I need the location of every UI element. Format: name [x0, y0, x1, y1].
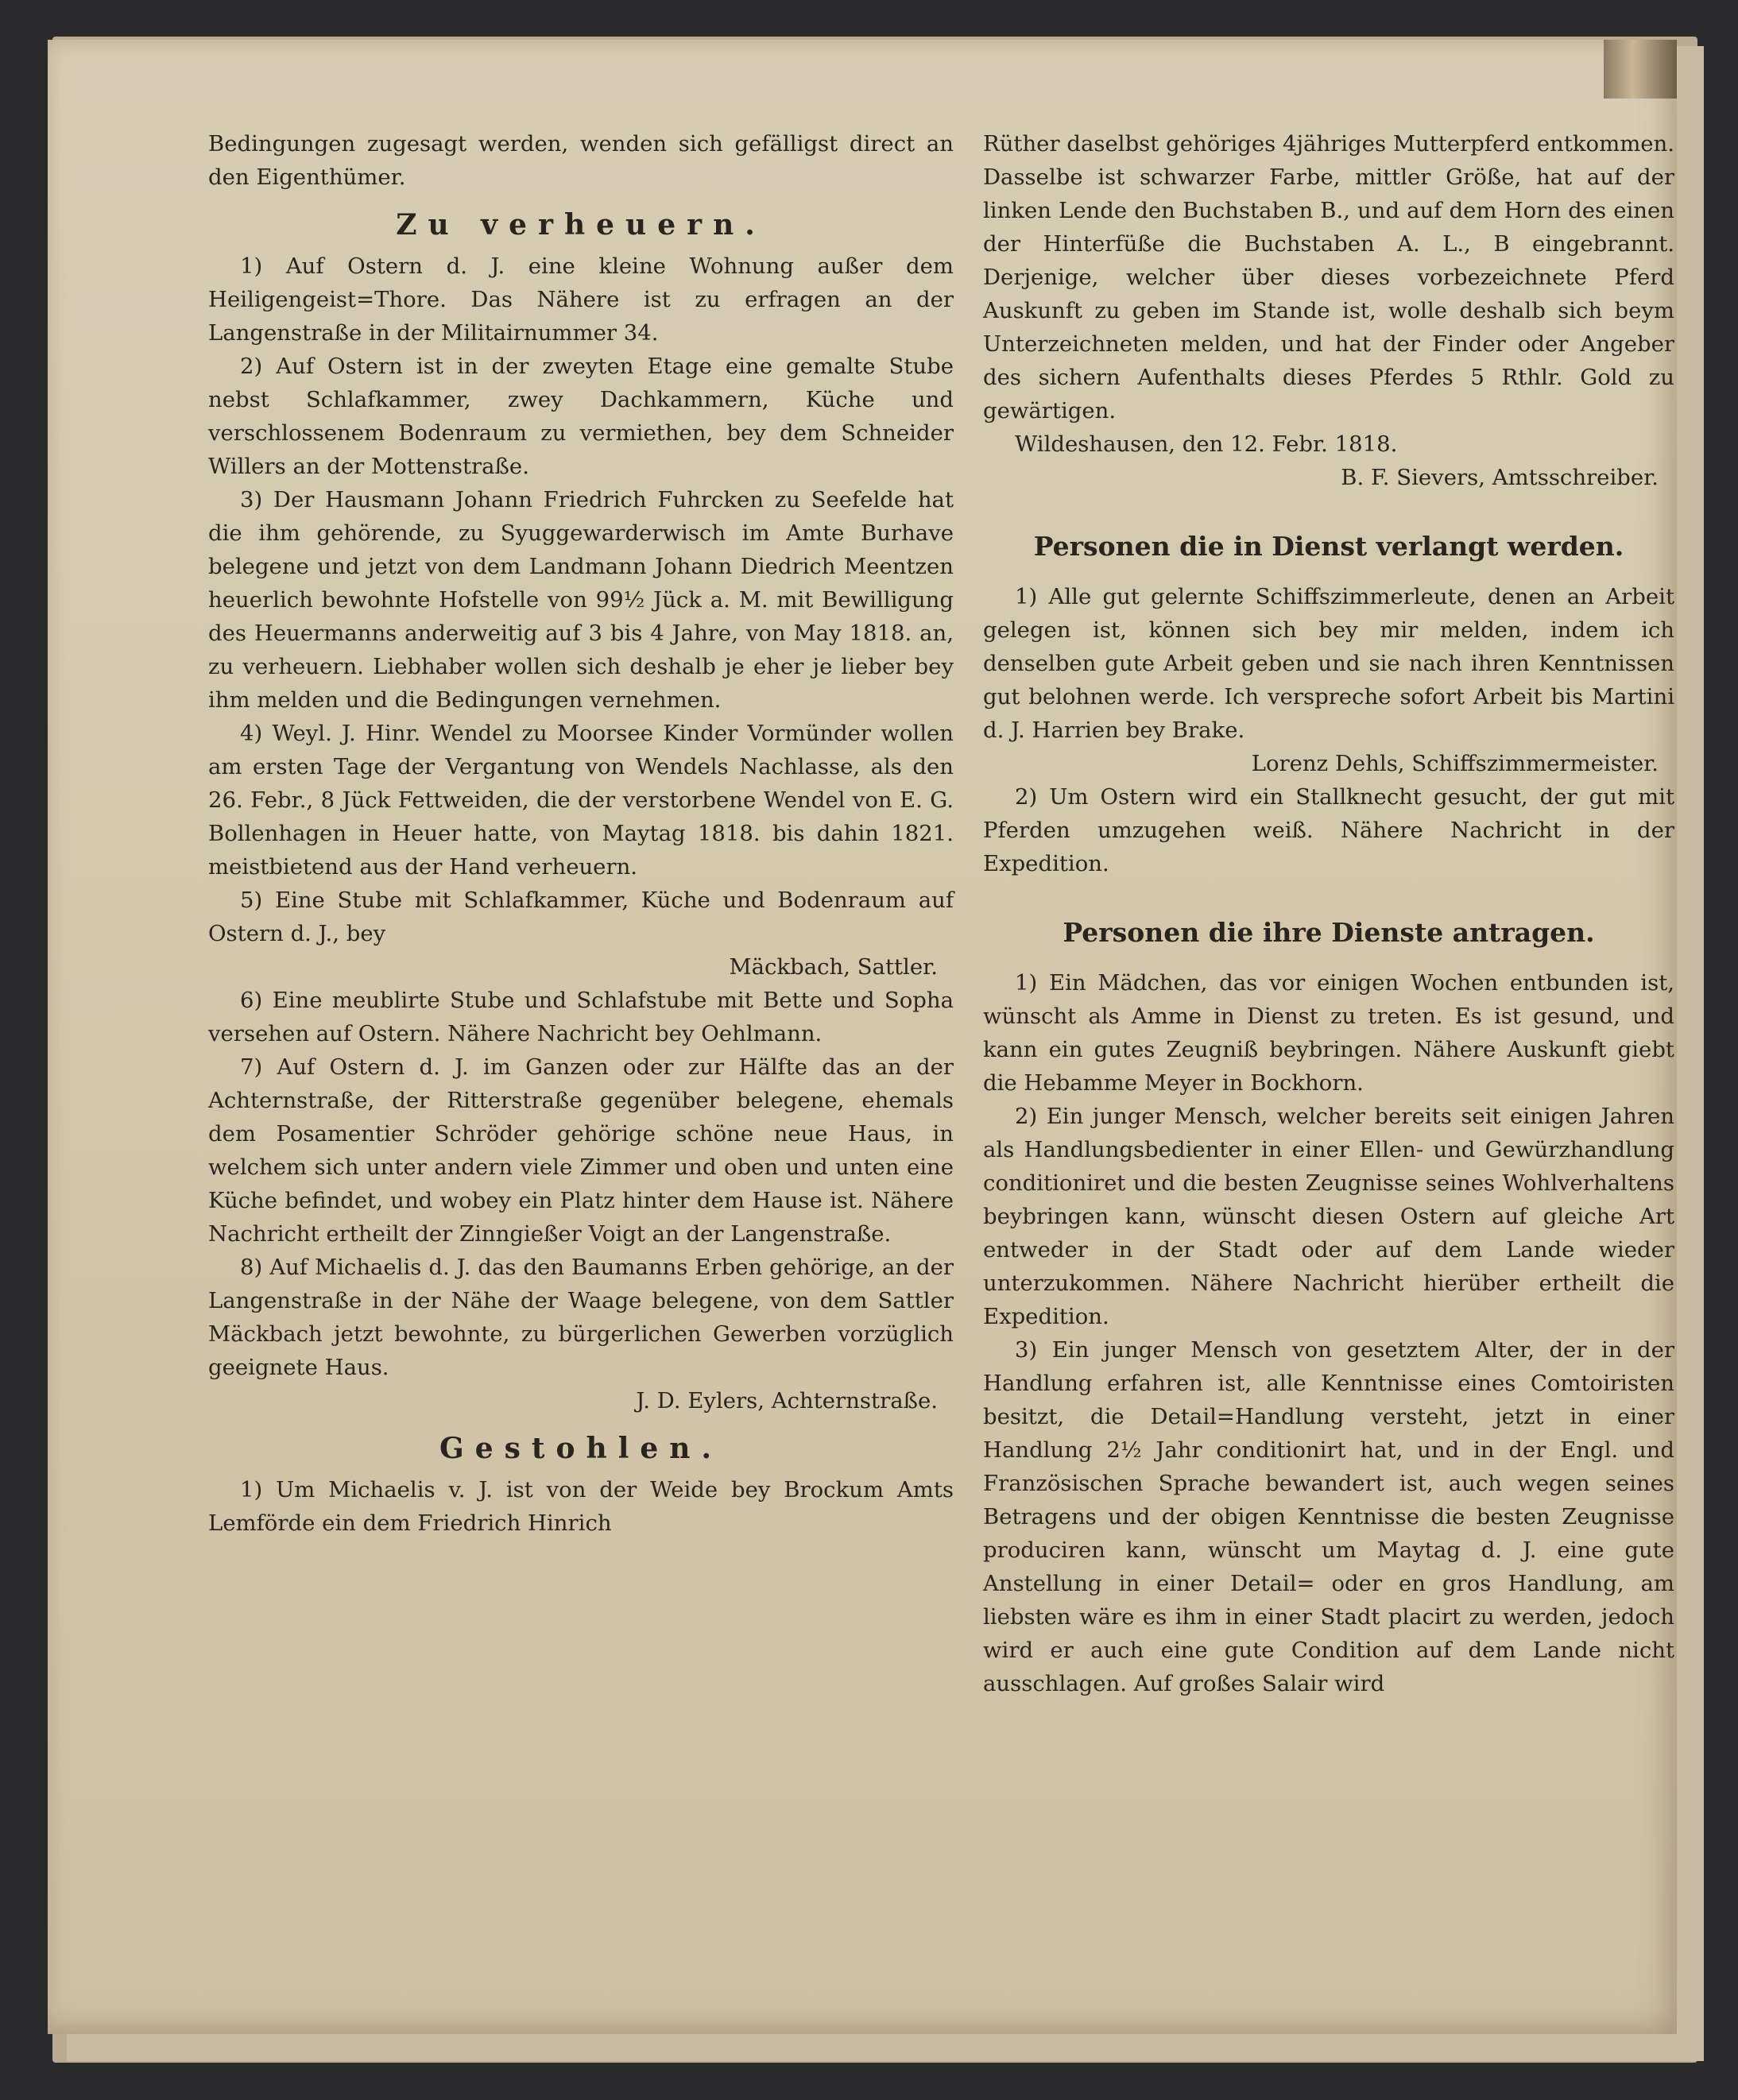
- place-date: Wildeshausen, den 12. Febr. 1818.: [1015, 431, 1398, 457]
- rent-item-2: 2) Auf Ostern ist in der zweyten Etage eine gemalte Stube nebst Schlafkammer, zwey Dachkammern, Küche und verschlossenem Bodenraum zu vermiethen, bey dem Schneider Willers an der Mottenstraße.: [208, 354, 954, 479]
- offer-item-3: 3) Ein junger Mensch von gesetztem Alter, der in der Handlung erfahren ist, alle Kenntnisse eines Comtoiristen besitzt, die Detail=Handlung versteht, jetzt in einer Handlung 2½ Jahr conditionirt hat, und in der Engl. und Französischen Sprache bewandert ist, auch wegen seines Betragens und der obigen Kenntnisse die besten Zeugnisse produciren kann, wünscht um Maytag d. J. eine gute Anstellung in einer Detail= oder en gros Handlung, am liebsten wäre es ihm in einer Stadt placirt zu werden, jedoch wird er auch eine gute Condition auf dem Lande nicht ausschlagen. Auf großes Salair wird: [983, 1337, 1674, 1696]
- rent-item-1: 1) Auf Ostern d. J. eine kleine Wohnung außer dem Heiligengeist=Thore. Das Nähere ist zu erfragen an der Langenstraße in der Militairnummer 34.: [208, 253, 954, 346]
- heading-wanted: Personen die in Dienst verlangt werden.: [1033, 531, 1624, 562]
- rent-item-8: 8) Auf Michaelis d. J. das den Baumanns Erben gehörige, an der Langenstraße in der Nähe der Waage belegene, von dem Sattler Mäckbach jetzt bewohnte, zu bürgerlichen Gewerben vorzüglich geeignete Haus.: [208, 1255, 954, 1380]
- rent-item-4: 4) Weyl. J. Hinr. Wendel zu Moorsee Kinder Vormünder wollen am ersten Tage der Vergantung von Wendels Nachlasse, als den 26. Febr., 8 Jück Fettweiden, die der verstorbene Wendel von E. G. Bollenhagen in Heuer hatte, von Maytag 1818. bis dahin 1821. meistbietend aus der Hand verheuern.: [208, 721, 954, 880]
- heading-stolen: Gestohlen.: [439, 1432, 723, 1465]
- intro-text: Bedingungen zugesagt werden, wenden sich gefälligst direct an den Eigenthümer.: [208, 131, 954, 190]
- heading-offer: Personen die ihre Dienste antragen.: [1063, 917, 1595, 948]
- rent-item-7: 7) Auf Ostern d. J. im Ganzen oder zur Hälfte das an der Achternstraße, der Ritterstraße gegenüber belegene, ehemals dem Posamentier Schröder gehörige schöne neue Haus, in welchem sich unter andern viele Zimmer und oben und unten eine Küche befindet, und wobey ein Platz hinter dem Hause ist. Nähere Nachricht ertheilt der Zinngießer Voigt an der Langenstraße.: [208, 1054, 954, 1247]
- offer-item-1: 1) Ein Mädchen, das vor einigen Wochen entbunden ist, wünscht als Amme in Dienst zu treten. Es ist gesund, und kann ein gutes Zeugniß beybringen. Nähere Auskunft giebt die Hebamme Meyer in Bockhorn.: [983, 970, 1674, 1096]
- offer-item-2: 2) Ein junger Mensch, welcher bereits seit einigen Jahren als Handlungsbedienter in einer Ellen- und Gewürzhandlung conditioniret und die besten Zeugnisse seines Wohlverhaltens beybringen kann, wünscht diesen Ostern auf gleiche Art entweder in der Stadt oder auf dem Lande wieder unterzukommen. Nähere Nachricht hierüber ertheilt die Expedition.: [983, 1104, 1674, 1329]
- wanted-item-1: 1) Alle gut gelernte Schiffszimmerleute, denen an Arbeit gelegen ist, können sich bey mir melden, indem ich denselben gute Arbeit geben und sie nach ihren Kenntnissen gut belohnen werde. Ich verspreche sofort Arbeit bis Martini d. J. Harrien bey Brake.: [983, 584, 1674, 743]
- right-column: [983, 127, 1674, 1700]
- rent-item-6: 6) Eine meublirte Stube und Schlafstube mit Bette und Sopha versehen auf Ostern. Nähere Nachricht bey Oehlmann.: [208, 988, 954, 1046]
- binding-corner: [1604, 40, 1677, 99]
- rent-item-5: 5) Eine Stube mit Schlafkammer, Küche und Bodenraum auf Ostern d. J., bey: [208, 888, 954, 946]
- heading-rent: Zu verheuern.: [396, 208, 766, 242]
- rent-item-8-signature: J. D. Eylers, Achternstraße.: [636, 1388, 938, 1414]
- stolen-item-1-continued: Rüther daselbst gehöriges 4jähriges Mutterpferd entkommen. Dasselbe ist schwarzer Farbe, mittler Größe, hat auf der linken Lende den Buchstaben B., und auf dem Horn des einen der Hinterfüße die Buchstaben A. L., B eingebrannt. Derjenige, welcher über dieses vorbezeichnete Pferd Auskunft zu geben im Stande ist, wolle deshalb sich beym Unterzeichneten melden, und hat der Finder oder Angeber des sichern Aufenthalts dieses Pferdes 5 Rthlr. Gold zu gewärtigen.: [983, 131, 1674, 423]
- rent-item-5-signature: Mäckbach, Sattler.: [729, 954, 938, 980]
- wanted-item-1-signature: Lorenz Dehls, Schiffszimmermeister.: [1251, 751, 1659, 776]
- wanted-item-2: 2) Um Ostern wird ein Stallknecht gesucht, der gut mit Pferden umzugehen weiß. Nähere Nachricht in der Expedition.: [983, 784, 1674, 876]
- stolen-item-1: 1) Um Michaelis v. J. ist von der Weide bey Brockum Amts Lemförde ein dem Friedrich Hinrich: [208, 1477, 954, 1536]
- left-column: [208, 127, 954, 1540]
- rent-item-3: 3) Der Hausmann Johann Friedrich Fuhrcken zu Seefelde hat die ihm gehörende, zu Syuggewarderwisch im Amte Burhave belegene und jetzt von dem Landmann Johann Diedrich Meentzen heuerlich bewohnte Hofstelle von 99½ Jück a. M. mit Bewilligung des Heuermanns anderweitig auf 3 bis 4 Jahre, von May 1818. an, zu verheuern. Liebhaber wollen sich deshalb je eher je lieber bey ihm melden und die Bedingungen vernehmen.: [208, 487, 954, 713]
- official-signature: B. F. Sievers, Amtsschreiber.: [1341, 465, 1659, 490]
